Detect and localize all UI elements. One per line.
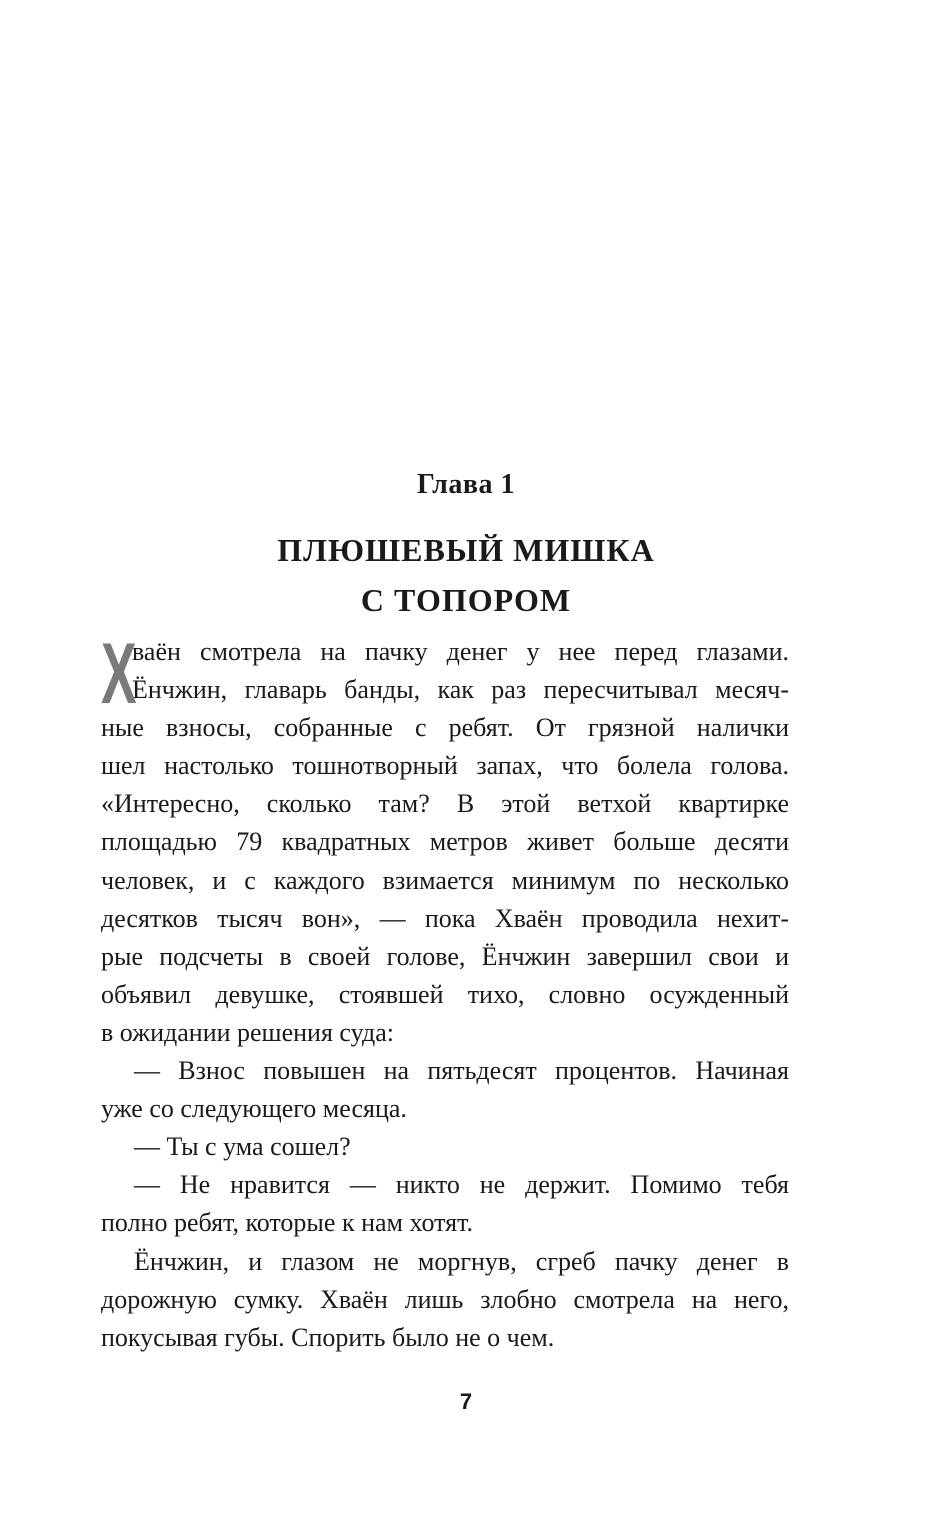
- chapter-title-line-2: С ТОПОРОМ: [360, 582, 572, 618]
- text-line: шел настолько тошнотворный запах, что болела голова.: [101, 751, 789, 781]
- text-line: площадью 79 квадратных метров живет больше десяти: [101, 827, 789, 857]
- text-line: человек, и с каждого взимается минимум по несколько: [101, 865, 789, 895]
- text-line: дорожную сумку. Хваён лишь злобно смотрела на него,: [101, 1284, 789, 1314]
- chapter-title: [0, 525, 932, 625]
- chapter-body-text: [101, 626, 789, 1357]
- text-line: уже со следующего месяца.: [101, 1094, 407, 1124]
- text-line: в ожидании решения суда:: [101, 1017, 394, 1047]
- text-line: «Интересно, сколько там? В этой ветхой квартирке: [101, 789, 789, 819]
- page-number: 7: [459, 1389, 473, 1414]
- chapter-number: Глава 1: [417, 469, 515, 500]
- drop-cap-letter: Х: [101, 626, 137, 722]
- text-line: покусывая губы. Спорить было не о чем.: [101, 1322, 555, 1352]
- chapter-title-line-1: ПЛЮШЕВЫЙ МИШКА: [277, 532, 655, 568]
- dialogue-line: — Взнос повышен на пятьдесят процентов. Начиная: [134, 1056, 789, 1086]
- text-line: десятков тысяч вон», — пока Хваён проводила нехит-: [101, 903, 789, 933]
- text-line: полно ребят, которые к нам хотят.: [101, 1208, 474, 1238]
- text-line: Ёнчжин, главарь банды, как раз пересчитывал месяч-: [132, 675, 789, 705]
- text-line: ваён смотрела на пачку денег у нее перед глазами.: [132, 637, 789, 666]
- text-line: ные взносы, собранные с ребят. От грязной налички: [101, 713, 789, 743]
- paragraph-first-line: Ёнчжин, и глазом не моргнув, сгреб пачку денег в: [134, 1246, 789, 1276]
- dialogue-line: — Ты с ума сошел?: [134, 1132, 351, 1162]
- text-line: рые подсчеты в своей голове, Ёнчжин завершил свои и: [101, 941, 789, 971]
- text-line: объявил девушке, стоявшей тихо, словно осужденный: [101, 979, 789, 1009]
- dialogue-line: — Не нравится — никто не держит. Помимо тебя: [134, 1170, 789, 1200]
